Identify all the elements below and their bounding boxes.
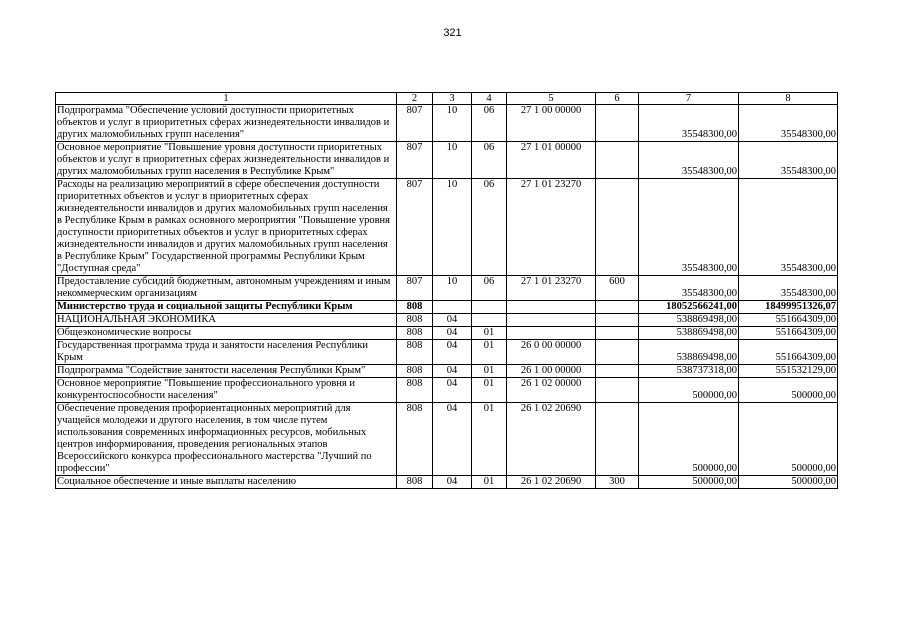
cell-amount-year-2: 35548300,00 — [739, 105, 838, 142]
cell-name: Подпрограмма "Обеспечение условий доступности приоритетных объектов и услуг в приоритетных сферах жизнедеятельности инвалидов и других маломобильных групп населения" — [56, 105, 397, 142]
cell-target-article — [507, 314, 596, 327]
cell-name: Министерство труда и социальной защиты Республики Крым — [56, 301, 397, 314]
cell-name: Обеспечение проведения профориентационных мероприятий для учащейся молодежи и другого населения, в том числе путем использования современных информационных ресурсов, мобильных центров информирования, проведения региональных этапов Всероссийского конкурса профессионального мастерства "Лучший по профессии" — [56, 403, 397, 476]
table-row — [56, 276, 838, 301]
cell-section-code: 04 — [433, 365, 472, 378]
cell-amount-year-2: 35548300,00 — [739, 142, 838, 179]
cell-subsection-code — [472, 314, 507, 327]
cell-section-code: 04 — [433, 314, 472, 327]
cell-amount-year-2: 35548300,00 — [739, 179, 838, 276]
cell-target-article: 27 1 01 23270 — [507, 276, 596, 301]
table-row — [56, 378, 838, 403]
cell-subsection-code: 01 — [472, 378, 507, 403]
cell-amount-year-1: 35548300,00 — [639, 105, 739, 142]
table-row — [56, 301, 838, 314]
budget-table — [55, 92, 838, 489]
cell-ministry-code: 808 — [397, 340, 433, 365]
cell-amount-year-1: 500000,00 — [639, 378, 739, 403]
cell-expense-type — [596, 179, 639, 276]
table-row — [56, 142, 838, 179]
cell-name: Предоставление субсидий бюджетным, автономным учреждениям и иным некоммерческим организациям — [56, 276, 397, 301]
cell-section-code: 04 — [433, 378, 472, 403]
cell-name: Общеэкономические вопросы — [56, 327, 397, 340]
page-number: 321 — [443, 27, 462, 39]
cell-amount-year-2: 35548300,00 — [739, 276, 838, 301]
table-body — [56, 105, 838, 489]
cell-section-code: 04 — [433, 403, 472, 476]
cell-expense-type — [596, 142, 639, 179]
cell-subsection-code: 01 — [472, 327, 507, 340]
cell-subsection-code — [472, 301, 507, 314]
cell-target-article: 26 1 02 20690 — [507, 403, 596, 476]
table-row — [56, 476, 838, 489]
cell-name: Подпрограмма "Содействие занятости населения Республики Крым" — [56, 365, 397, 378]
cell-target-article: 27 1 01 00000 — [507, 142, 596, 179]
cell-subsection-code: 06 — [472, 276, 507, 301]
cell-expense-type — [596, 403, 639, 476]
cell-name: НАЦИОНАЛЬНАЯ ЭКОНОМИКА — [56, 314, 397, 327]
cell-subsection-code: 06 — [472, 179, 507, 276]
cell-expense-type — [596, 314, 639, 327]
cell-subsection-code: 06 — [472, 142, 507, 179]
table-row — [56, 179, 838, 276]
cell-target-article: 27 1 00 00000 — [507, 105, 596, 142]
cell-section-code: 04 — [433, 476, 472, 489]
cell-expense-type — [596, 340, 639, 365]
cell-expense-type — [596, 105, 639, 142]
cell-amount-year-2: 551664309,00 — [739, 314, 838, 327]
cell-target-article — [507, 327, 596, 340]
cell-ministry-code: 807 — [397, 142, 433, 179]
cell-name: Государственная программа труда и занятости населения Республики Крым — [56, 340, 397, 365]
header-cell: 6 — [596, 93, 639, 105]
cell-section-code: 04 — [433, 327, 472, 340]
cell-subsection-code: 01 — [472, 365, 507, 378]
cell-subsection-code: 01 — [472, 476, 507, 489]
cell-target-article: 26 1 02 00000 — [507, 378, 596, 403]
cell-ministry-code: 808 — [397, 365, 433, 378]
cell-amount-year-1: 35548300,00 — [639, 179, 739, 276]
header-cell: 5 — [507, 93, 596, 105]
cell-expense-type: 300 — [596, 476, 639, 489]
cell-amount-year-1: 35548300,00 — [639, 276, 739, 301]
cell-section-code — [433, 301, 472, 314]
header-cell: 4 — [472, 93, 507, 105]
cell-amount-year-2: 500000,00 — [739, 378, 838, 403]
cell-amount-year-1: 35548300,00 — [639, 142, 739, 179]
cell-ministry-code: 808 — [397, 314, 433, 327]
cell-target-article: 26 1 00 00000 — [507, 365, 596, 378]
cell-name: Основное мероприятие "Повышение профессионального уровня и конкурентоспособности населения" — [56, 378, 397, 403]
cell-amount-year-2: 18499951326,07 — [739, 301, 838, 314]
cell-expense-type — [596, 301, 639, 314]
cell-target-article: 26 1 02 20690 — [507, 476, 596, 489]
table-row — [56, 105, 838, 142]
cell-amount-year-2: 551664309,00 — [739, 340, 838, 365]
cell-ministry-code: 808 — [397, 378, 433, 403]
cell-amount-year-1: 538869498,00 — [639, 340, 739, 365]
header-cell: 1 — [56, 93, 397, 105]
cell-amount-year-1: 500000,00 — [639, 476, 739, 489]
cell-amount-year-1: 538869498,00 — [639, 327, 739, 340]
cell-section-code: 04 — [433, 340, 472, 365]
table-row — [56, 340, 838, 365]
cell-amount-year-1: 538737318,00 — [639, 365, 739, 378]
cell-section-code: 10 — [433, 105, 472, 142]
cell-name: Основное мероприятие "Повышение уровня доступности приоритетных объектов и услуг в приоритетных сферах жизнедеятельности инвалидов и других маломобильных групп населения в Республике Крым" — [56, 142, 397, 179]
table-row — [56, 327, 838, 340]
header-cell: 2 — [397, 93, 433, 105]
table-row — [56, 314, 838, 327]
cell-amount-year-2: 551664309,00 — [739, 327, 838, 340]
table-header-row — [56, 93, 838, 105]
cell-subsection-code: 01 — [472, 340, 507, 365]
header-cell: 7 — [639, 93, 739, 105]
cell-target-article — [507, 301, 596, 314]
cell-amount-year-2: 551532129,00 — [739, 365, 838, 378]
cell-amount-year-1: 538869498,00 — [639, 314, 739, 327]
cell-ministry-code: 808 — [397, 327, 433, 340]
cell-subsection-code: 06 — [472, 105, 507, 142]
cell-amount-year-2: 500000,00 — [739, 476, 838, 489]
cell-section-code: 10 — [433, 276, 472, 301]
cell-ministry-code: 808 — [397, 301, 433, 314]
cell-ministry-code: 807 — [397, 179, 433, 276]
cell-subsection-code: 01 — [472, 403, 507, 476]
cell-amount-year-1: 18052566241,00 — [639, 301, 739, 314]
cell-section-code: 10 — [433, 179, 472, 276]
cell-ministry-code: 807 — [397, 105, 433, 142]
cell-target-article: 26 0 00 00000 — [507, 340, 596, 365]
cell-expense-type — [596, 378, 639, 403]
table-row — [56, 365, 838, 378]
cell-section-code: 10 — [433, 142, 472, 179]
cell-name: Социальное обеспечение и иные выплаты населению — [56, 476, 397, 489]
table-row — [56, 403, 838, 476]
cell-expense-type: 600 — [596, 276, 639, 301]
cell-ministry-code: 808 — [397, 476, 433, 489]
cell-expense-type — [596, 365, 639, 378]
cell-expense-type — [596, 327, 639, 340]
cell-ministry-code: 808 — [397, 403, 433, 476]
cell-name: Расходы на реализацию мероприятий в сфере обеспечения доступности приоритетных объектов и услуг в приоритетных сферах жизнедеятельности инвалидов и других маломобильных групп населения в Республике Крым в рамках основного мероприятия "Повышение уровня доступности приоритетных объектов и услуг в приоритетных сферах жизнедеятельности инвалидов и других маломобильных групп населения в Республике Крым" Государственной программы Республики Крым "Доступная среда" — [56, 179, 397, 276]
header-cell: 8 — [739, 93, 838, 105]
header-cell: 3 — [433, 93, 472, 105]
cell-ministry-code: 807 — [397, 276, 433, 301]
cell-amount-year-2: 500000,00 — [739, 403, 838, 476]
cell-target-article: 27 1 01 23270 — [507, 179, 596, 276]
cell-amount-year-1: 500000,00 — [639, 403, 739, 476]
